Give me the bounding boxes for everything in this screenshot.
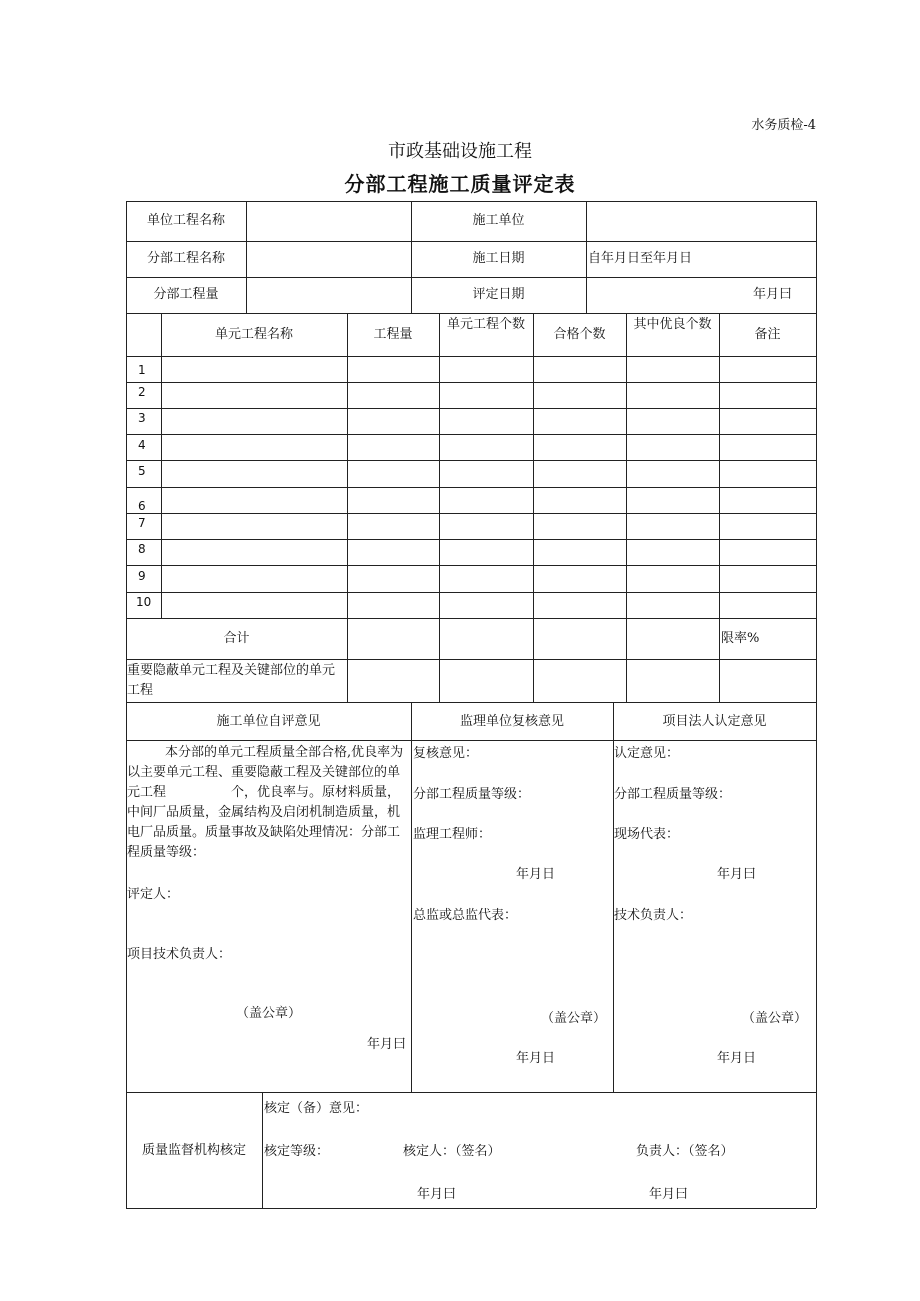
supervision-review-header: 监理单位复核意见 [459,714,564,729]
supervision-date-2: 年月日 [516,1051,556,1066]
owner-grade-label: 分部工程质量等级： [614,787,732,802]
row-number: 10 [136,595,152,609]
col-header-remarks: 备注 [754,327,781,342]
construction-unit-field[interactable] [590,213,812,229]
col-header-unit-count: 单元工程个数 [446,317,525,332]
key-units-label: 重要隐蔽单元工程及关键部位的单元工程 [127,663,336,698]
owner-date-1: 年月曰 [717,867,757,882]
owner-rep-label: 现场代表： [614,827,680,842]
col-header-quantity: 工程量 [373,327,413,342]
verification-label: 质量监督机构核定 [141,1143,246,1158]
document-subtitle: 市政基础设施工程 [388,141,532,162]
self-assessment-text: 本分部的单元工程质量全部合格,优良率为以主要单元工程、重要隐蔽工程及关键部位的单元工程 个，优良率与。原材料质量，中间厂品质量，金属结构及启闭机制造质量，机电厂品质量。质量事故及缺陷处理情况：分部工程质量等级： [127,745,404,860]
self-date: 年月曰 [367,1037,407,1052]
row-number: 5 [138,464,146,478]
col-header-excellent-count: 其中优良个数 [633,317,712,332]
owner-confirmation-header: 项目法人认定意见 [662,714,767,729]
verification-opinion-label: 核定（备）意见： [264,1101,369,1116]
rate-label: 限率% [721,631,760,646]
supervision-grade-label: 分部工程质量等级： [413,787,531,802]
row-number: 2 [138,385,146,399]
sub-project-name-label: 分部工程名称 [146,251,225,266]
assessor-label: 评定人： [127,887,180,902]
responsible-signature-label: 负责人：（签名） [636,1144,734,1159]
verification-grade-label: 核定等级： [264,1144,330,1159]
sub-project-name-field[interactable] [250,251,406,267]
row-number: 4 [138,438,146,452]
row-number: 8 [138,542,146,556]
supervision-seal-label: （盖公章） [541,1011,607,1026]
construction-date-value[interactable]: 自年月日至年月日 [588,251,693,266]
row-number: 6 [138,499,146,513]
col-header-qualified-count: 合格个数 [553,327,606,342]
owner-seal-label: （盖公章） [742,1011,808,1026]
row-number: 3 [138,411,146,425]
document-code: 水务质检-4 [751,118,816,133]
supervision-engineer-label: 监理工程师： [413,827,492,842]
owner-opinion-label: 认定意见： [614,746,680,761]
verification-date-2: 年月曰 [649,1187,689,1202]
owner-date-2: 年月日 [717,1051,757,1066]
document-title: 分部工程施工质量评定表 [344,172,576,196]
row-number: 1 [138,363,146,377]
tech-lead-label: 项目技术负责人： [127,947,232,962]
construction-unit-label: 施工单位 [472,213,525,228]
row-number: 9 [138,569,146,583]
sub-project-qty-label: 分部工程量 [153,287,219,302]
unit-project-name-label: 单位工程名称 [146,213,225,228]
construction-date-label: 施工日期 [472,251,525,266]
owner-tech-label: 技术负责人： [614,908,693,923]
supervision-review-label: 复核意见： [413,746,479,761]
col-header-unit-name: 单元工程名称 [214,327,293,342]
total-label: 合计 [223,631,250,646]
assessment-date-label: 评定日期 [472,287,525,302]
self-assessment-header: 施工单位自评意见 [216,714,321,729]
supervision-chief-label: 总监或总监代表： [413,908,518,923]
supervision-date-1: 年月日 [516,867,556,882]
verifier-signature-label: 核定人：（签名） [403,1144,501,1159]
unit-project-name-field[interactable] [250,213,406,229]
sub-project-qty-field[interactable] [250,287,406,303]
row-number: 7 [138,516,146,530]
verification-date-1: 年月曰 [417,1187,457,1202]
self-seal-label: （盖公章） [236,1006,302,1021]
assessment-date-value[interactable]: 年月曰 [753,287,793,302]
